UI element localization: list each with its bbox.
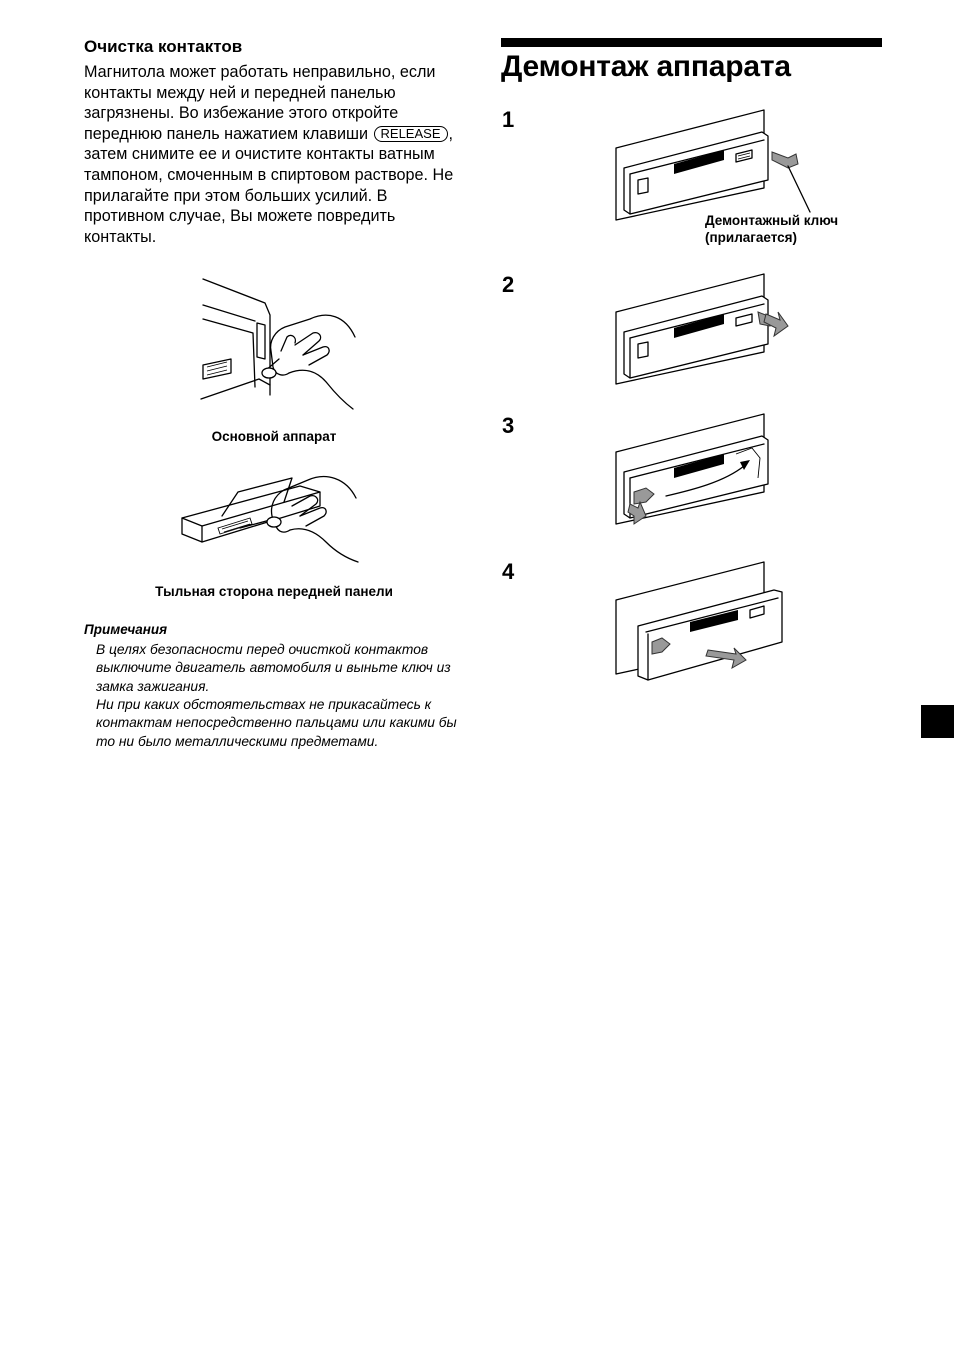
step-3-illustration xyxy=(612,412,782,537)
step-number: 4 xyxy=(502,559,515,584)
section-heading-removal: Демонтаж аппарата xyxy=(501,50,791,83)
callout-release-key: Демонтажный ключ (прилагается) xyxy=(705,213,839,245)
section-heading-cleaning: Очистка контактов xyxy=(84,37,243,56)
back-panel-cleaning-illustration xyxy=(180,462,365,572)
note-item: Ни при каких обстоятельствах не прикасайтесь к контактам непосредственно пальцами или какими бы то ни было металлическими предметами. xyxy=(96,697,457,749)
heading-rule xyxy=(501,38,882,47)
caption-back-panel: Тыльная сторона передней панели xyxy=(155,584,393,599)
step-4-illustration xyxy=(612,560,792,685)
note-item: В целях безопасности перед очисткой контактов выключите двигатель автомобиля и выньте ключ из замка зажигания. xyxy=(96,642,451,694)
main-unit-cleaning-illustration xyxy=(195,275,365,415)
step-number: 2 xyxy=(502,272,515,297)
caption-main-unit: Основной аппарат xyxy=(211,429,337,444)
release-key-label: RELEASE xyxy=(374,126,448,142)
step-1-illustration xyxy=(612,108,812,223)
step-2-illustration xyxy=(612,272,802,387)
paragraph-part-1: Магнитола может работать неправильно, если контакты между ней и передней панелью загрязнены. Во избежание этого откройте переднюю панель нажатием клавиши xyxy=(84,63,436,143)
paragraph-part-2: , затем снимите ее и очистите контакты ватным тампоном, смоченным в спиртовом растворе. Не прилагайте при этом больших усилий. В противном случае, Вы можете повредить контакты. xyxy=(84,124,454,246)
step-number: 3 xyxy=(502,413,515,438)
step-number: 1 xyxy=(502,107,515,132)
notes-title: Примечания xyxy=(84,622,168,637)
cleaning-paragraph xyxy=(84,62,464,247)
language-tab-marker xyxy=(921,705,954,738)
